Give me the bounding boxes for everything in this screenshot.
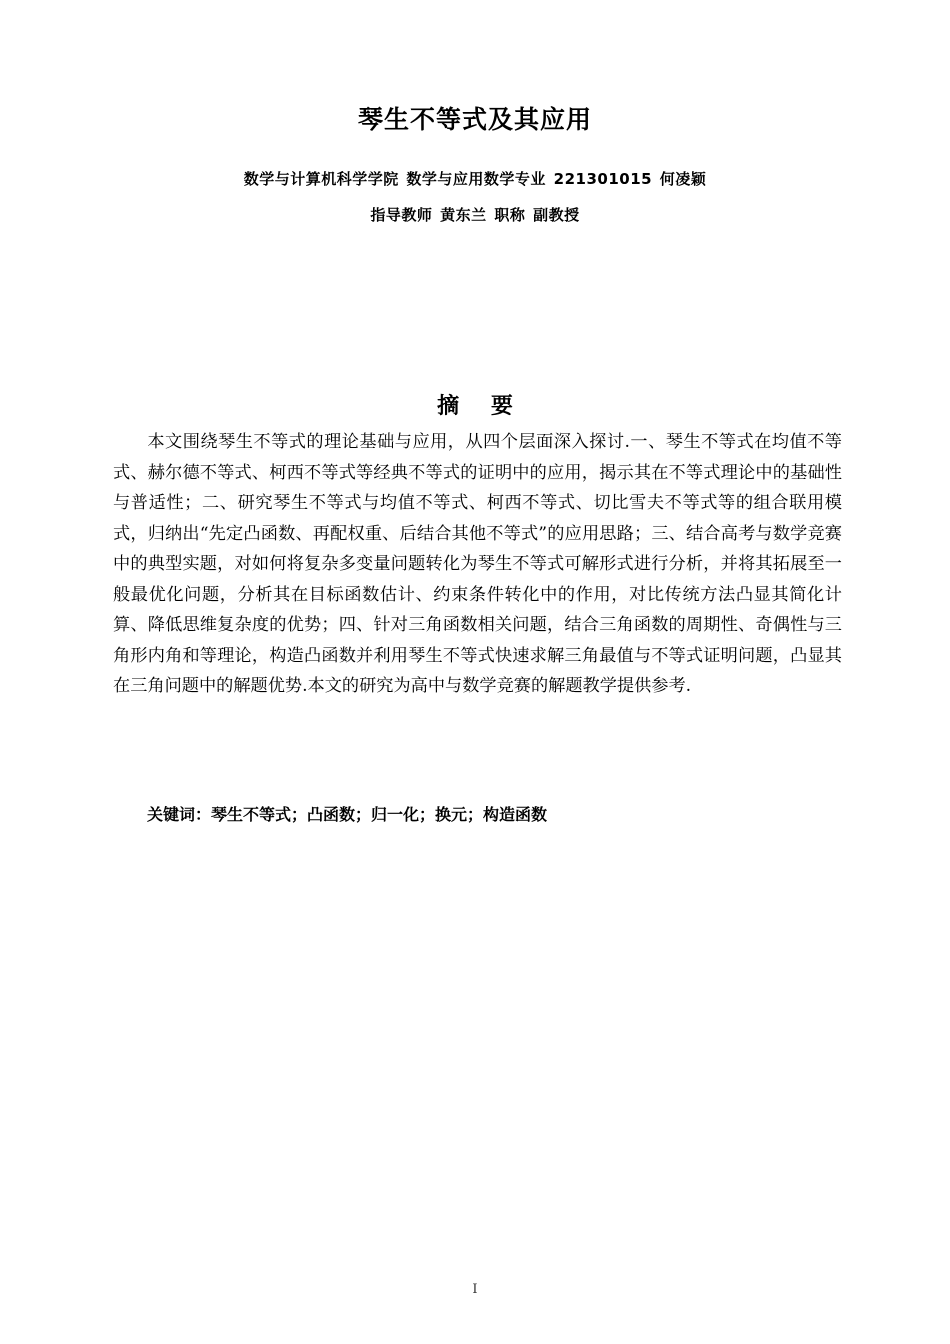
keywords: 关键词：琴生不等式；凸函数；归一化；换元；构造函数 — [147, 805, 548, 824]
advisor-info: 指导教师 黄东兰 职称 副教授 — [370, 206, 580, 224]
page-number: I — [472, 1282, 478, 1297]
abstract-heading: 摘 要 — [437, 394, 525, 419]
author-info: 数学与计算机科学学院 数学与应用数学专业 221301015 何凌颖 — [243, 170, 707, 188]
abstract-body: 本文围绕琴生不等式的理论基础与应用，从四个层面深入探讨.一、琴生不等式在均值不等式、赫尔德不等式、柯西不等式等经典不等式的证明中的应用，揭示其在不等式理论中的基础性与普适性；二、研究琴生不等式与均值不等式、柯西不等式、切比雪夫不等式等的组合联用模式，归纳出“先定凸函数、再配权重、后结合其他不等式”的应用思路；三、结合高考与数学竞赛中的典型实题，对如何将复杂多变量问题转化为琴生不等式可解形式进行分析，并将其拓展至一般最优化问题，分析其在目标函数估计、约束条件转化中的作用，对比传统方法凸显其简化计算、降低思维复杂度的优势；四、针对三角函数相关问题，结合三角函数的周期性、奇偶性与三角形内角和等理论，构造凸函数并利用琴生不等式快速求解三角最值与不等式证明问题，凸显其在三角问题中的解题优势.本文的研究为高中与数学竞赛的解题教学提供参考. — [113, 432, 842, 696]
paper-title: 琴生不等式及其应用 — [357, 105, 592, 134]
